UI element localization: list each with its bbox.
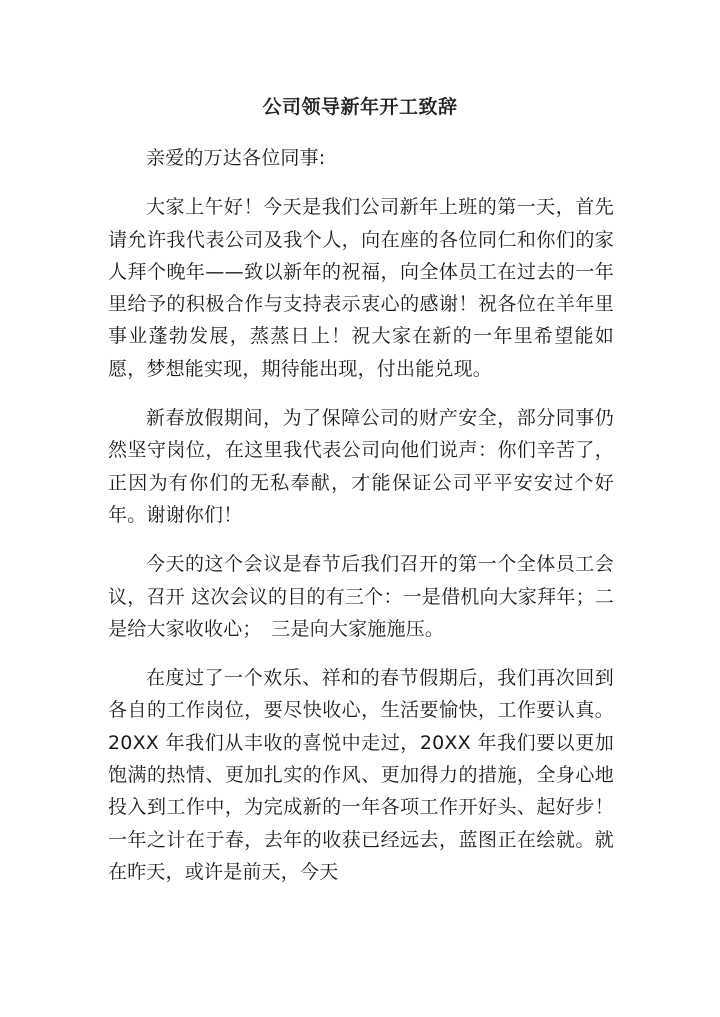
paragraph-meeting-purpose: 今天的这个会议是春节后我们召开的第一个全体员工会议，召开 这次会议的目的有三个：一是借机向大家拜年；二是给大家收收心； 三是向大家施施压。	[108, 553, 614, 640]
paragraph-new-year-work: 在度过了一个欢乐、祥和的春节假期后，我们再次回到各自的工作岗位，要尽快收心，生活要愉快，工作要认真。20XX 年我们从丰收的喜悦中走过，20XX 年我们要以更加饱满的热情、更加扎实的作风、更加得力的措施，全身心地投入到工作中，为完成新的一年各项工作开好头、起好步！一年之计在于春，去年的收获已经远去，蓝图正在绘就。就在昨天，或许是前天，今天	[108, 667, 614, 883]
document-body	[108, 142, 614, 905]
salutation: 亲爱的万达各位同事:	[146, 147, 326, 169]
paragraph-greeting: 大家上午好！今天是我们公司新年上班的第一天，首先请允许我代表公司及我个人，向在座的各位同仁和你们的家人拜个晚年——致以新年的祝福，向全体员工在过去的一年里给予的积极合作与支持表示衷心的感谢！祝各位在羊年里事业蓬勃发展，蒸蒸日上！祝大家在新的一年里希望能如愿，梦想能实现，期待能出现，付出能兑现。	[108, 196, 614, 380]
paragraph-holiday-staff: 新春放假期间，为了保障公司的财产安全，部分同事仍然坚守岗位，在这里我代表公司向他们说声：你们辛苦了，正因为有你们的无私奉献，才能保证公司平平安安过个好年。谢谢你们！	[108, 407, 614, 526]
document-title: 公司领导新年开工致辞	[262, 96, 458, 118]
